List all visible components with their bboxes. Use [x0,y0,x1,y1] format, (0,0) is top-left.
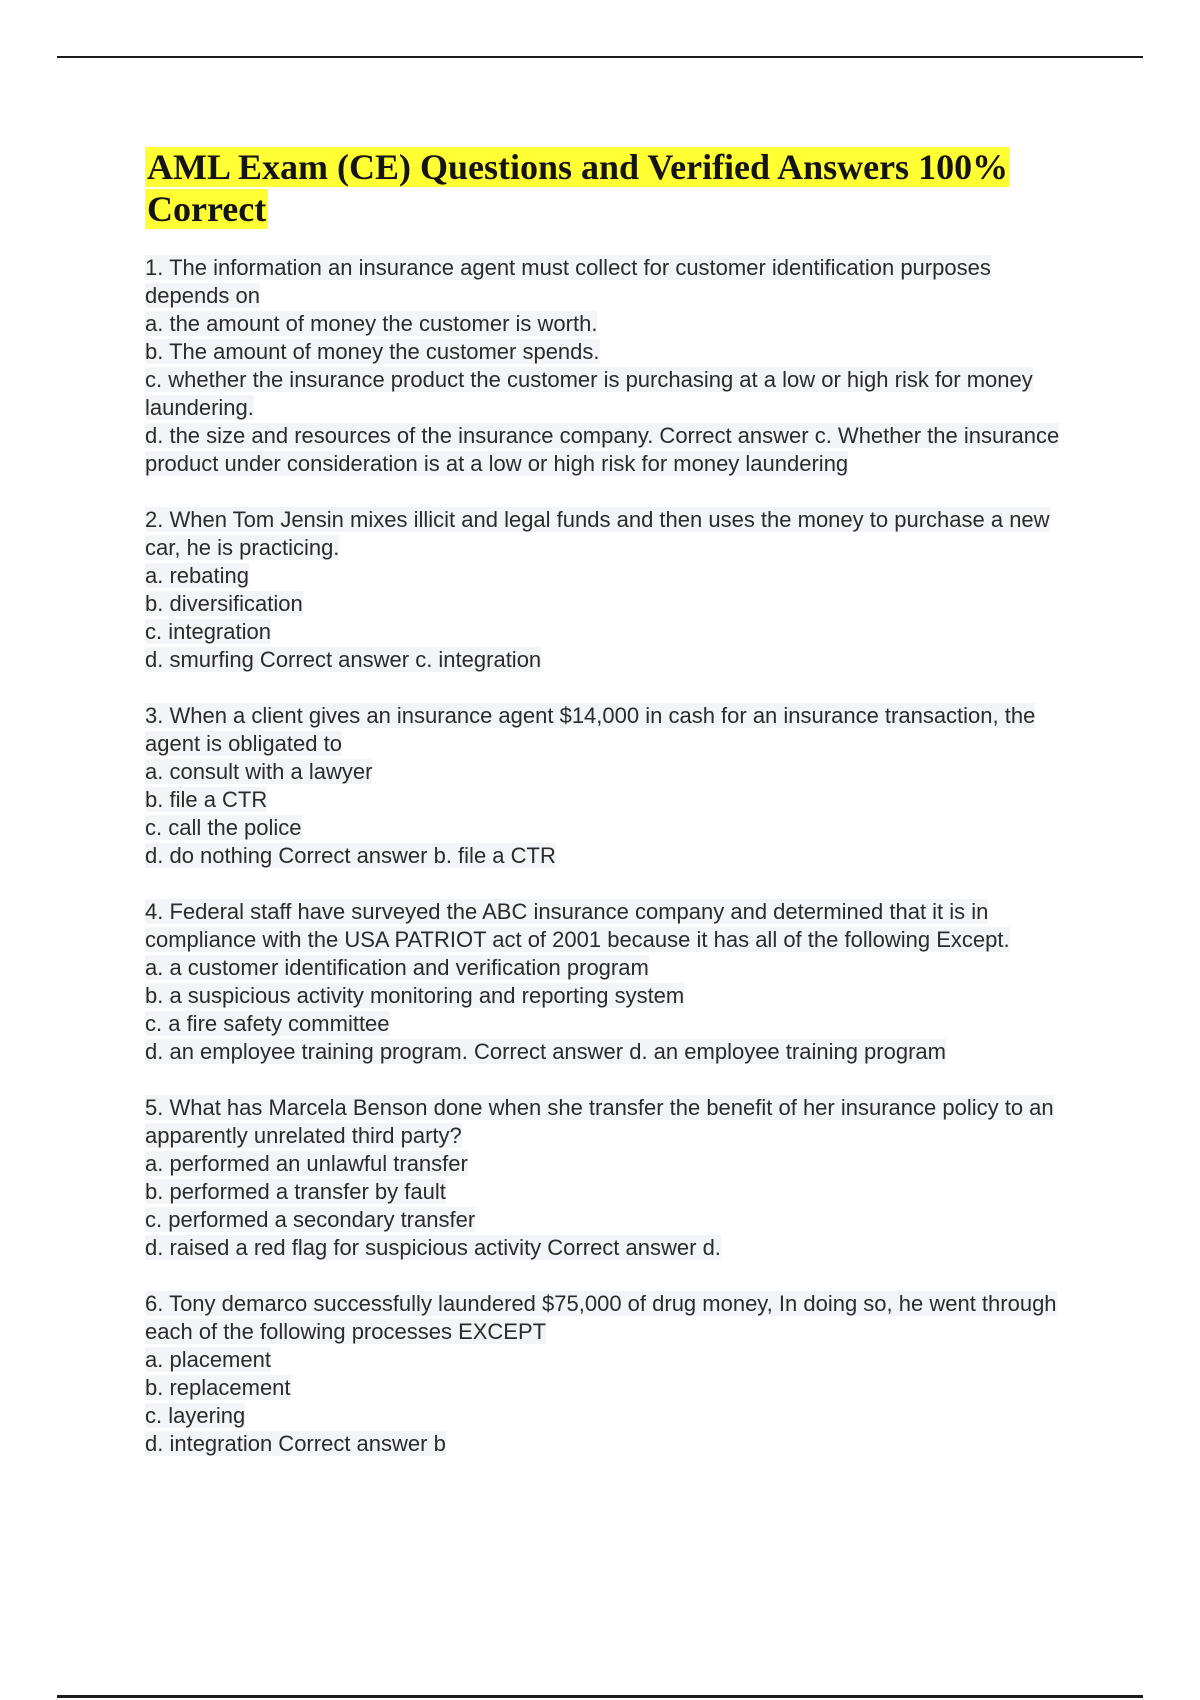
answer-option: a. performed an unlawful transfer [145,1151,468,1176]
answer-option: d. do nothing Correct answer b. file a CTR [145,843,556,868]
question-prompt: 4. Federal staff have surveyed the ABC insurance company and determined that it is in compliance with the USA PATRIOT act of 2001 because it has all of the following Except. [145,899,1010,952]
answer-option: b. diversification [145,591,303,616]
question-3 [145,702,1075,870]
answer-option: d. the size and resources of the insurance company. Correct answer c. Whether the insurance product under consideration is at a low or high risk for money laundering [145,423,1060,476]
answer-option: a. consult with a lawyer [145,759,373,784]
answer-option: c. integration [145,619,271,644]
question-prompt: 6. Tony demarco successfully laundered $75,000 of drug money, In doing so, he went through each of the following processes EXCEPT [145,1291,1057,1344]
answer-option: d. an employee training program. Correct answer d. an employee training program [145,1039,946,1064]
answer-option: d. raised a red flag for suspicious activity Correct answer d. [145,1235,721,1260]
answer-option: a. placement [145,1347,271,1372]
top-rule [57,56,1143,58]
question-4 [145,898,1075,1066]
answer-option: c. a fire safety committee [145,1011,390,1036]
question-prompt: 1. The information an insurance agent must collect for customer identification purposes depends on [145,255,991,308]
question-prompt: 3. When a client gives an insurance agent $14,000 in cash for an insurance transaction, the agent is obligated to [145,703,1036,756]
answer-option: d. integration Correct answer b [145,1431,446,1456]
question-prompt: 2. When Tom Jensin mixes illicit and legal funds and then uses the money to purchase a new car, he is practicing. [145,507,1050,560]
document-title [145,146,1075,230]
bottom-rule [57,1695,1143,1698]
answer-option: a. rebating [145,563,249,588]
document-body [145,146,1075,1486]
answer-option: b. a suspicious activity monitoring and reporting system [145,983,685,1008]
question-1 [145,254,1075,478]
answer-option: c. call the police [145,815,302,840]
question-5 [145,1094,1075,1262]
answer-option: b. replacement [145,1375,291,1400]
question-prompt: 5. What has Marcela Benson done when she transfer the benefit of her insurance policy to an apparently unrelated third party? [145,1095,1054,1148]
answer-option: b. The amount of money the customer spends. [145,339,600,364]
answer-option: b. performed a transfer by fault [145,1179,446,1204]
answer-option: c. performed a secondary transfer [145,1207,476,1232]
question-list [145,254,1075,1458]
answer-option: c. layering [145,1403,246,1428]
answer-option: c. whether the insurance product the customer is purchasing at a low or high risk for money laundering. [145,367,1033,420]
answer-option: d. smurfing Correct answer c. integration [145,647,542,672]
answer-option: a. a customer identification and verification program [145,955,649,980]
title-highlight: AML Exam (CE) Questions and Verified Answers 100% Correct [147,147,1009,229]
answer-option: a. the amount of money the customer is worth. [145,311,598,336]
answer-option: b. file a CTR [145,787,268,812]
question-2 [145,506,1075,674]
question-6 [145,1290,1075,1458]
